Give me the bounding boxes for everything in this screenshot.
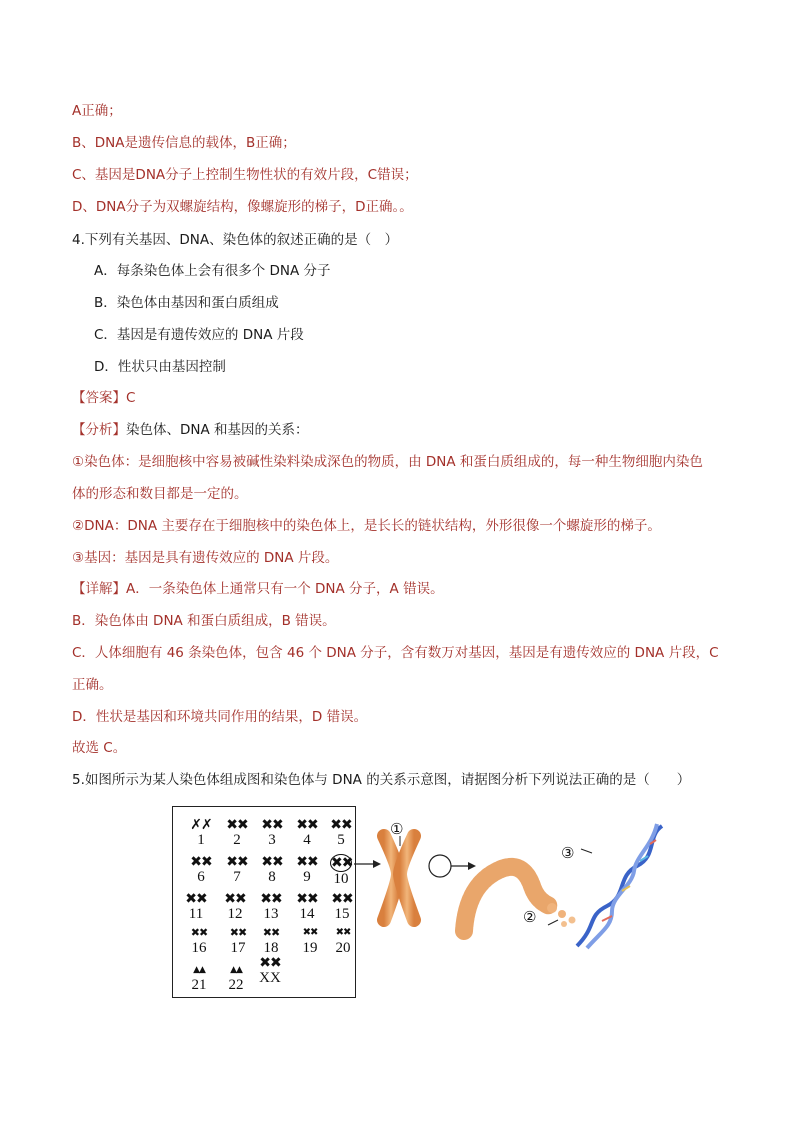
conclusion: 故选 C。 (72, 740, 127, 756)
chromosome-pair-2: ✖✖ 2 (226, 817, 248, 848)
chromosome-pair-5: ✖✖ 5 (330, 817, 352, 848)
detail-item-d: D．性状是基因和环境共同作用的结果，D 错误。 (72, 709, 368, 725)
chromosome-pair-7: ✖✖ 7 (226, 854, 248, 885)
chromosome-pair-18: ✖✖ 18 (262, 926, 280, 956)
magnify-circle-icon (429, 855, 476, 877)
question-5: 5.如图所示为某人染色体组成图和染色体与 DNA 的关系示意图，请据图分析下列说法正确的是（ ） (72, 772, 691, 788)
explanation-line-d: D、DNA分子为双螺旋结构，像螺旋形的梯子，D正确。。 (72, 199, 413, 215)
chromosome-pair-8: ✖✖ 8 (261, 854, 283, 885)
chromosome-pair-6: ✖✖ 6 (190, 854, 212, 885)
explanation-line-b: B、DNA是遗传信息的载体，B正确； (72, 135, 296, 151)
chromosome-pair-16: ✖✖ 16 (190, 926, 208, 956)
chromosome-pair-21: ▲▲ 21 (191, 965, 207, 993)
chromosome-pair-12: ✖✖ 12 (224, 891, 246, 922)
arrow-icon (354, 860, 381, 868)
chromosome-pair-17: ✖✖ 17 (229, 926, 247, 956)
chromosome-pair-sex: ✖✖ XX (259, 955, 281, 986)
analysis-text: 染色体、DNA 和基因的关系： (126, 422, 309, 438)
explanation-line-a: A正确； (72, 103, 122, 119)
chromosome-pair-14: ✖✖ 14 (296, 891, 318, 922)
answer-line (72, 388, 135, 408)
chromosome-pair-22: ▲▲ 22 (228, 965, 244, 993)
dna-double-helix-illustration (577, 824, 662, 948)
explanation-line-c: C、基因是DNA分子上控制生物性状的有效片段，C错误； (72, 167, 418, 183)
chromosome-pair-9: ✖✖ 9 (296, 854, 318, 885)
answer-tag: 【答案】 (72, 390, 126, 406)
marker-2: ② (523, 908, 537, 926)
option-b: B．染色体由基因和蛋白质组成 (94, 295, 279, 311)
analysis-line (72, 420, 309, 440)
marker-3: ③ (561, 844, 575, 862)
detail-item-c-cont: 正确。 (72, 677, 113, 693)
chromosome-pair-15: ✖✖ 15 (331, 891, 353, 922)
analysis-item-1-cont: 体的形态和数目都是一定的。 (72, 486, 248, 502)
option-c: C．基因是有遗传效应的 DNA 片段 (94, 327, 304, 343)
option-a: A．每条染色体上会有很多个 DNA 分子 (94, 263, 331, 279)
chromosome-pair-13: ✖✖ 13 (260, 891, 282, 922)
analysis-item-2: ②DNA：DNA 主要存在于细胞核中的染色体上，是长长的链状结构，外形很像一个螺旋形的梯子。 (72, 518, 661, 534)
chromosome-pair-1: ✗✗ 1 (190, 817, 212, 848)
chromosome-dna-diagram (372, 816, 794, 956)
detail-item-b: B．染色体由 DNA 和蛋白质组成，B 错误。 (72, 613, 336, 629)
chromosome-pair-3: ✖✖ 3 (261, 817, 283, 848)
chromosome-pair-10: ✖✖ 10 (331, 855, 353, 887)
analysis-item-3: ③基因：基因是具有遗传效应的 DNA 片段。 (72, 550, 339, 566)
chromosome-pair-19: ✖✖ 19 (302, 927, 318, 956)
karyotype-panel (172, 806, 356, 998)
detail-line (72, 579, 444, 599)
coiled-chromatin-illustration (464, 867, 576, 931)
analysis-item-1: ①染色体：是细胞核中容易被碱性染料染成深色的物质，由 DNA 和蛋白质组成的，每一种生物细胞内染色 (72, 454, 703, 470)
chromosome-pair-20: ✖✖ 20 (335, 927, 351, 956)
question-4: 4.下列有关基因、DNA、染色体的叙述正确的是（ ） (72, 232, 399, 248)
detail-item-c: C．人体细胞有 46 条染色体，包含 46 个 DNA 分子，含有数万对基因，基因是有遗传效应的 DNA 片段，C (72, 645, 719, 661)
chromosome-pair-4: ✖✖ 4 (296, 817, 318, 848)
detail-text: A．一条染色体上通常只有一个 DNA 分子，A 错误。 (126, 581, 444, 597)
detail-tag: 【详解】 (72, 581, 126, 597)
analysis-tag: 【分析】 (72, 422, 126, 438)
marker-1: ① (390, 820, 404, 838)
chromosome-pair-11: ✖✖ 11 (185, 891, 207, 922)
answer-value: C (126, 390, 136, 406)
option-d: D．性状只由基因控制 (94, 359, 226, 375)
chromosome-illustration (384, 836, 414, 920)
